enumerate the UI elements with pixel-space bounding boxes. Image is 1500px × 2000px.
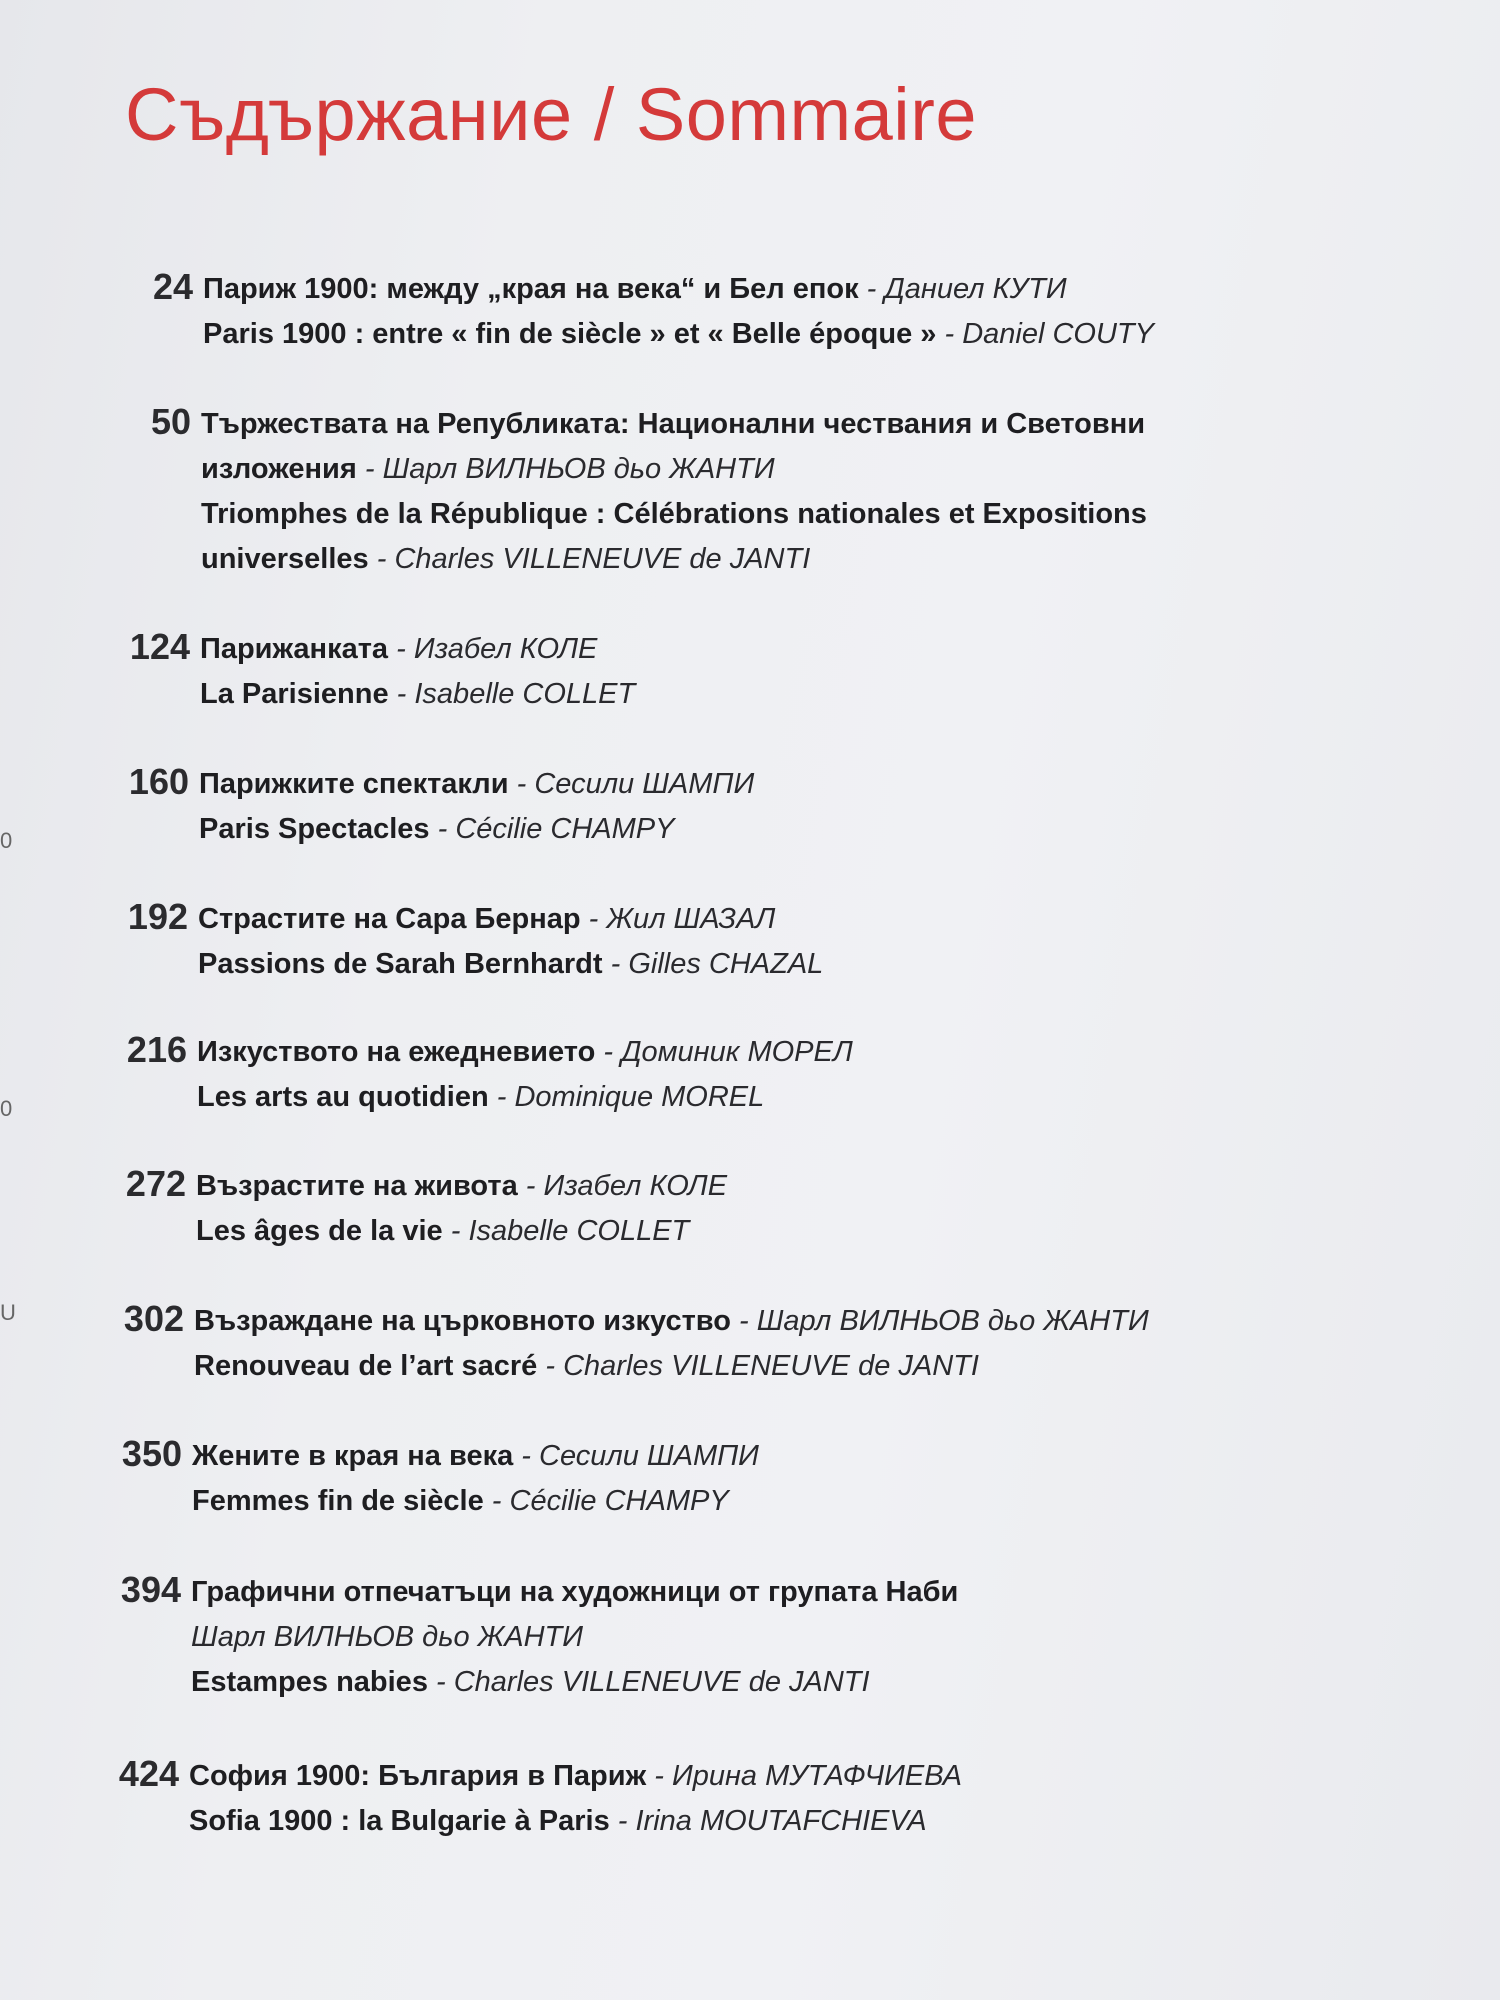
entry-separator: - [580,903,607,935]
entry-author: Charles VILLENEUVE de JANTI [563,1350,979,1382]
entry-title: universelles [201,543,369,575]
entry-title: Femmes fin de siècle [192,1485,484,1517]
entry-title: Тържествата на Републиката: Национални чествания и Световни [201,408,1146,440]
entry-line [196,1164,1376,1209]
entry-separator: - [442,1215,469,1247]
entry-author: Charles VILLENEUVE de JANTI [394,543,811,575]
entry-line [201,492,1381,537]
entry-title: Изкуството на ежедневието [197,1036,596,1068]
entry-line [201,447,1381,492]
entry-author: Шарл ВИЛНЬОВ дьо ЖАНТИ [191,1621,583,1653]
page-number: 424 [118,1753,179,1794]
entry-text [194,1299,1374,1389]
page-number: 302 [123,1298,184,1339]
page-number: 192 [127,896,188,937]
entry-title: Les âges de la vie [196,1215,443,1247]
entry-title: Парижките спектакли [199,768,509,800]
entry-title: Estampes nabies [191,1666,428,1698]
entry-separator: - [936,318,963,350]
entry-title: Парижанката [200,633,389,665]
entry-line [189,1799,1369,1844]
entry-separator: - [537,1350,564,1382]
entry-separator: - [609,1805,636,1837]
entry-line [198,897,1378,942]
entry-separator: - [488,1081,515,1113]
entry-line [192,1479,1372,1524]
entry-separator: - [602,948,629,980]
entry-line [197,1030,1377,1075]
entry-separator: - [730,1305,757,1337]
page-number: 160 [128,761,189,802]
entry-line [199,762,1379,807]
entry-author: Ирина МУТАФЧИЕВА [671,1760,962,1792]
entry-separator: - [858,273,885,305]
entry-line [203,312,1383,357]
entry-line [201,537,1381,582]
entry-author: Даниел КУТИ [884,273,1067,305]
entry-text [200,627,1380,717]
entry-separator: - [595,1036,622,1068]
entry-line [198,942,1378,987]
page-number: 50 [150,401,191,442]
entry-title: Triomphes de la République : Célébrations nationales et Expositions [201,498,1147,530]
entry-title: Възрастите на живота [196,1170,518,1202]
entry-separator: - [356,453,383,485]
entry-text [203,267,1383,357]
entry-separator: - [427,1666,454,1698]
entry-title: La Parisienne [200,678,389,710]
entry-line [197,1075,1377,1120]
entry-separator: - [429,813,456,845]
entry-separator: - [483,1485,510,1517]
page-number: 24 [152,266,193,307]
entry-text [201,402,1381,582]
entry-title: Renouveau de l’art sacré [194,1350,538,1382]
page-number: 124 [129,626,190,667]
entry-author: Шарл ВИЛНЬОВ дьо ЖАНТИ [756,1305,1149,1337]
entry-title: изложения [201,453,357,485]
entry-author: Charles VILLENEUVE de JANTI [453,1666,870,1698]
entry-title: София 1900: България в Париж [189,1760,647,1792]
entry-author: Daniel COUTY [962,318,1154,350]
entry-line [194,1344,1374,1389]
entry-text [192,1434,1372,1524]
page-number: 216 [126,1029,187,1070]
margin-mark: 0 [0,828,13,853]
entry-author: Сесили ШАМПИ [534,768,755,800]
entry-author: Irina MOUTAFCHIEVA [635,1805,927,1837]
entry-author: Cécilie CHAMPY [455,813,675,845]
entry-author: Изабел КОЛЕ [413,633,598,665]
entry-text [197,1030,1377,1120]
entry-line [194,1299,1374,1344]
entry-author: Isabelle COLLET [414,678,636,710]
entry-text [196,1164,1376,1254]
entry-title: Paris 1900 : entre « fin de siècle » et « Belle époque » [203,318,937,350]
page-number: 394 [120,1569,181,1610]
entry-separator: - [388,678,415,710]
entry-title: Жените в края на века [192,1440,514,1472]
entry-title: Les arts au quotidien [197,1081,489,1113]
entry-author: Шарл ВИЛНЬОВ дьо ЖАНТИ [382,453,775,485]
page-number: 350 [121,1433,182,1474]
page-title: Съдържание / Sommaire [125,73,978,156]
margin-mark: U [0,1300,16,1325]
entry-author: Isabelle COLLET [468,1215,690,1247]
entry-line [191,1570,1371,1615]
entry-line [203,267,1383,312]
page-number: 272 [125,1163,186,1204]
entry-line [192,1434,1372,1479]
entry-separator: - [646,1760,672,1792]
entry-line [191,1660,1371,1705]
entry-author: Dominique MOREL [514,1081,765,1113]
entry-separator: - [517,1170,544,1202]
entry-title: Париж 1900: между „края на века“ и Бел епок [203,273,859,305]
entry-text [199,762,1379,852]
entry-text [198,897,1378,987]
entry-author: Доминик МОРЕЛ [621,1036,853,1068]
entry-line [196,1209,1376,1254]
entry-separator: - [388,633,414,665]
entry-separator: - [513,1440,539,1472]
entry-title: Sofia 1900 : la Bulgarie à Paris [189,1805,610,1837]
entry-line [201,402,1381,447]
entry-text [191,1570,1371,1705]
entry-line [200,627,1380,672]
entry-author: Жил ШАЗАЛ [606,903,776,935]
entry-title: Графични отпечатъци на художници от групата Наби [191,1576,959,1608]
entry-line [200,672,1380,717]
entry-title: Страстите на Сара Бернар [198,903,581,935]
entry-text [189,1754,1369,1844]
entry-line [189,1754,1369,1799]
entry-author: Изабел КОЛЕ [543,1170,728,1202]
entry-line [199,807,1379,852]
entry-separator: - [368,543,395,575]
entry-author: Cécilie CHAMPY [509,1485,729,1517]
entry-author: Сесили ШАМПИ [539,1440,759,1472]
entry-separator: - [508,768,535,800]
entry-title: Paris Spectacles [199,813,430,845]
margin-mark: 0 [0,1096,13,1121]
entry-line [191,1615,1371,1660]
entry-title: Passions de Sarah Bernhardt [198,948,603,980]
entry-title: Възраждане на църковното изкуство [194,1305,731,1337]
entry-author: Gilles CHAZAL [628,948,824,980]
